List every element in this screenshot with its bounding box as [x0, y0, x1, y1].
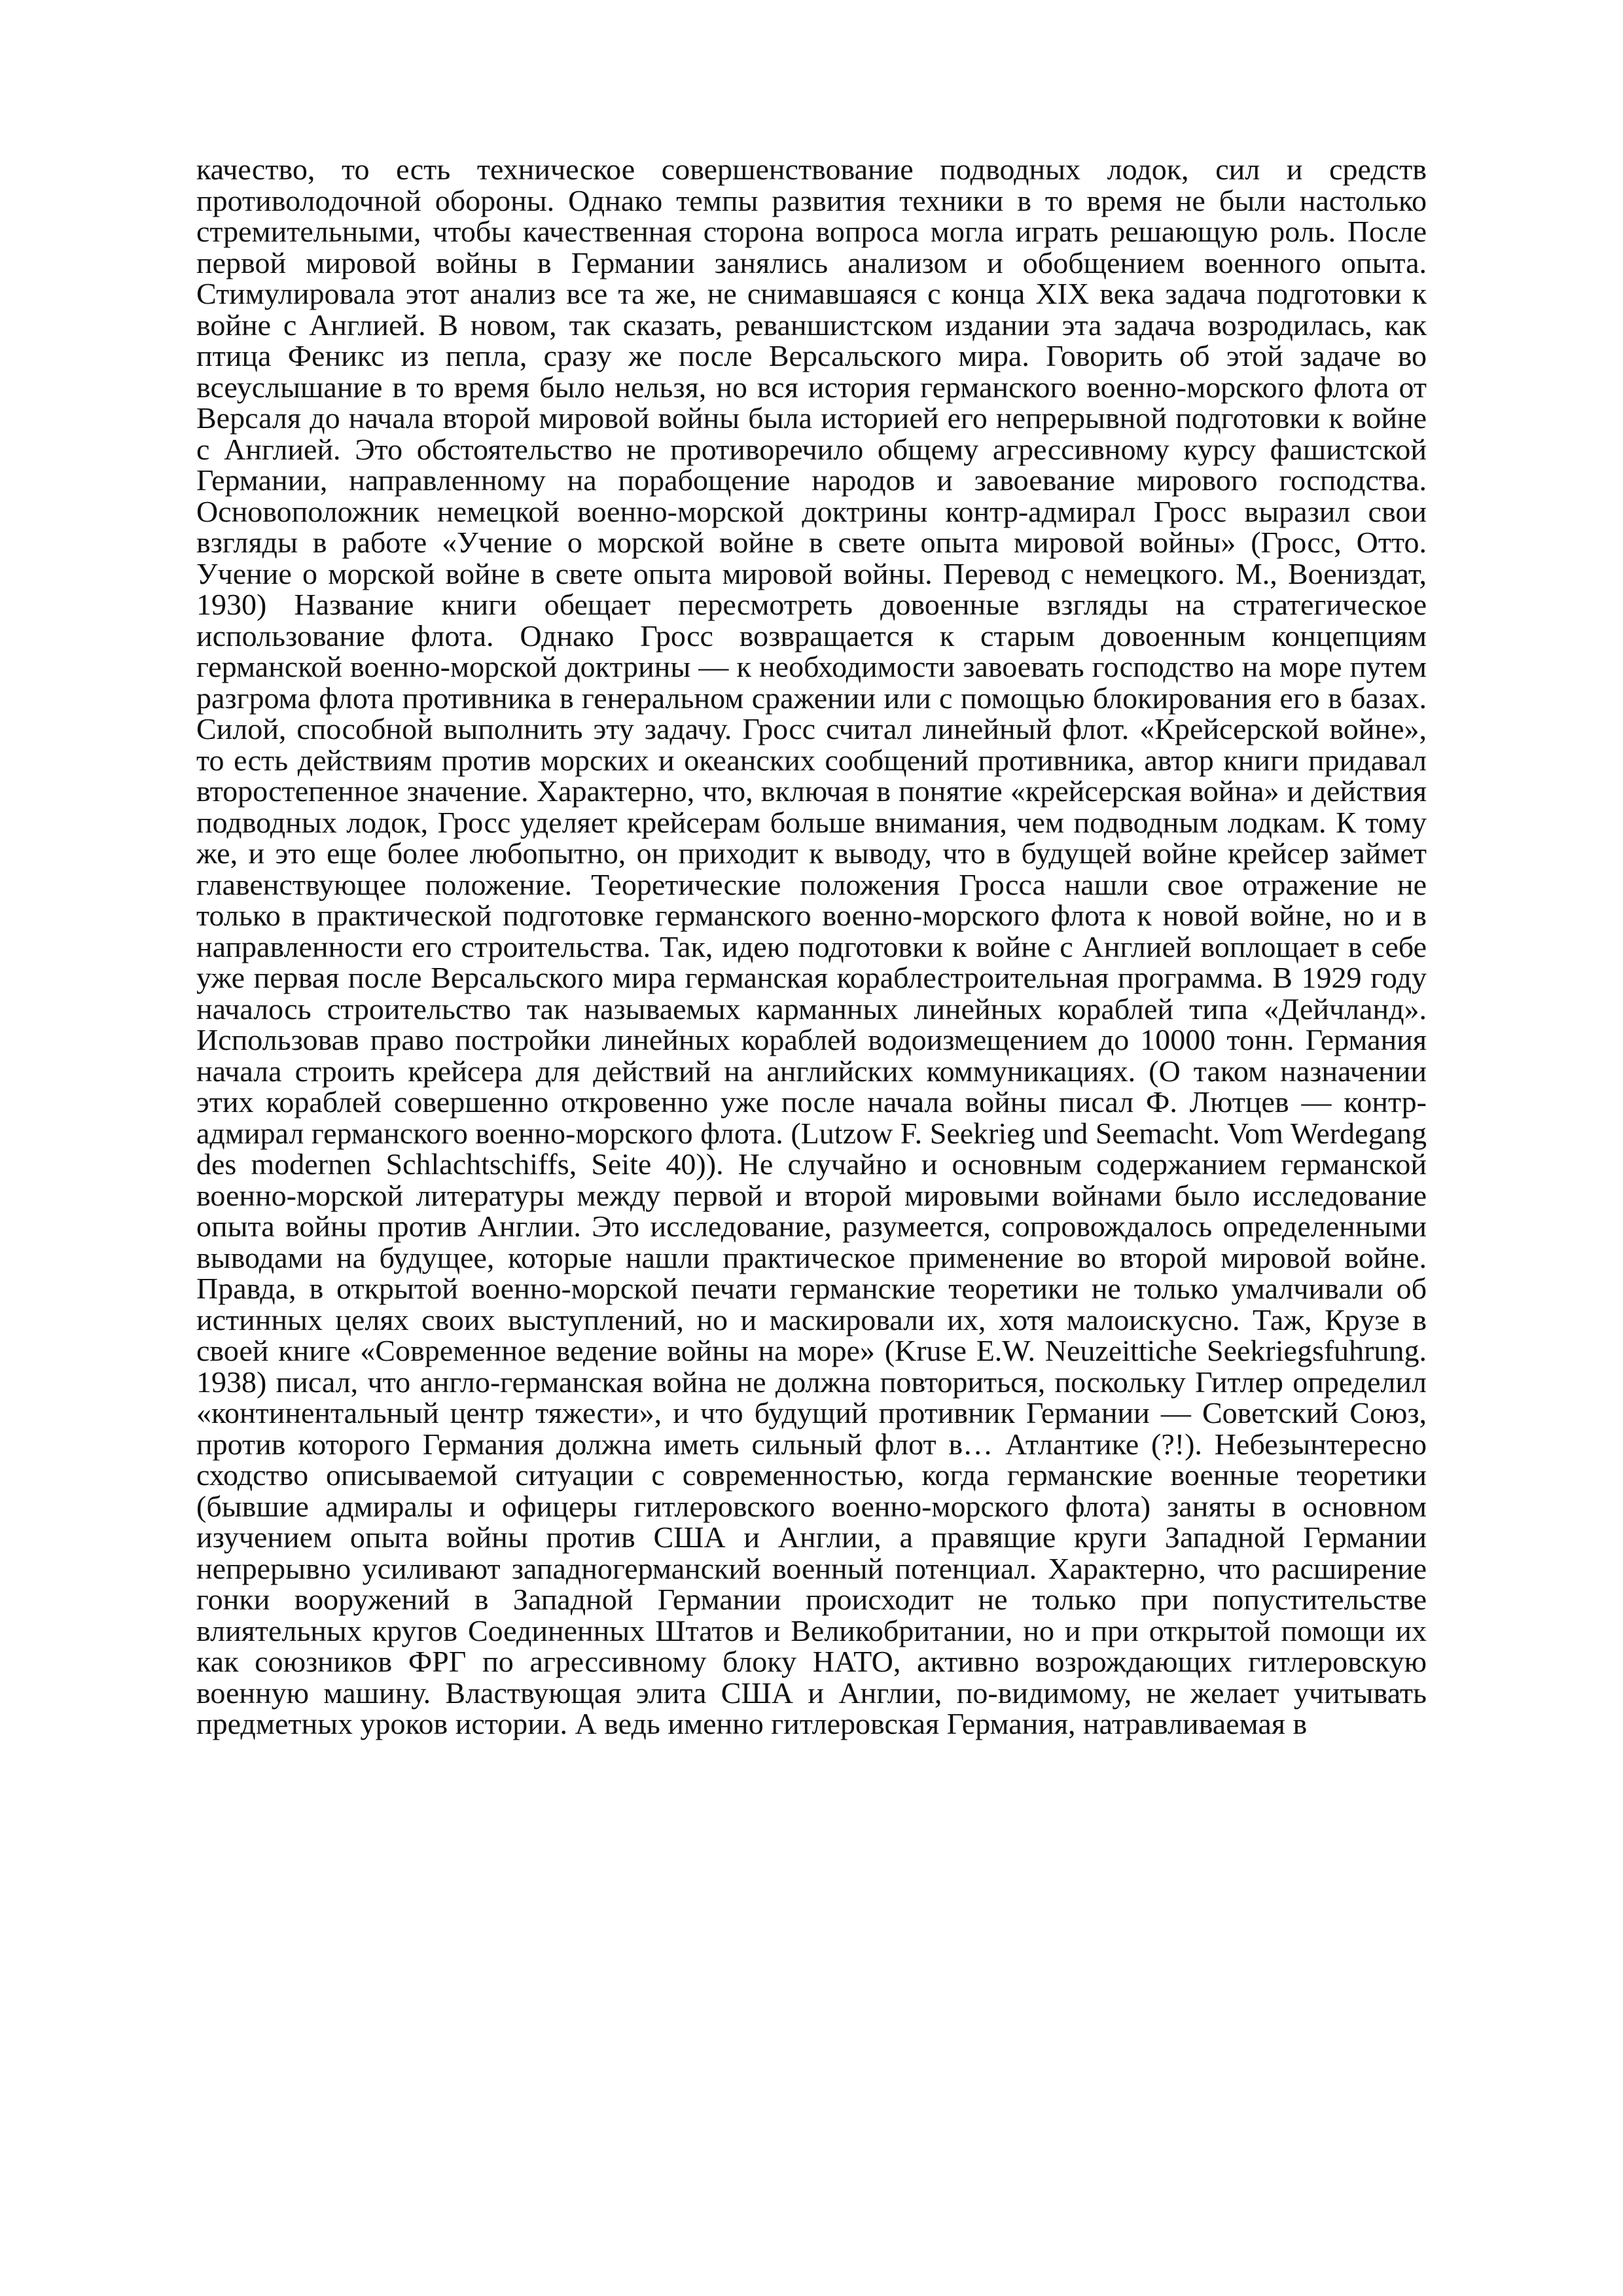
body-text — [196, 154, 1427, 1740]
paragraph: качество, то есть техническое совершенствование подводных лодок, сил и средств противолодочной обороны. Однако темпы развития техники в то время не были настолько стремительными, чтобы качественная сторона вопроса могла играть решающую роль. После первой мировой войны в Германии занялись анализом и обобщением военного опыта. Стимулировала этот анализ все та же, не снимавшаяся с конца XIX века задача подготовки к войне с Англией. В новом, так сказать, реваншистском издании эта задача возродилась, как птица Феникс из пепла, сразу же после Версальского мира. Говорить об этой задаче во всеуслышание в то время было нельзя, но вся история германского военно-морского флота от Версаля до начала второй мировой войны была историей его непрерывной подготовки к войне с Англией. Это обстоятельство не противоречило общему агрессивному курсу фашистской Германии, направленному на порабощение народов и завоевание мирового господства. Основоположник немецкой военно-морской доктрины контр-адмирал Гросс выразил свои взгляды в работе «Учение о морской войне в свете опыта мировой войны» (Гросс, Отто. Учение о морской войне в свете опыта мировой войны. Перевод с немецкого. М., Воениздат, 1930) Название книги обещает пересмотреть довоенные взгляды на стратегическое использование флота. Однако Гросс возвращается к старым довоенным концепциям германской военно-морской доктрины — к необходимости завоевать господство на море путем разгрома флота противника в генеральном сражении или с помощью блокирования его в базах. Силой, способной выполнить эту задачу. Гросс считал линейный флот. «Крейсерской войне», то есть действиям против морских и океанских сообщений противника, автор книги придавал второстепенное значение. Характерно, что, включая в понятие «крейсерская война» и действия подводных лодок, Гросс уделяет крейсерам больше внимания, чем подводным лодкам. К тому же, и это еще более любопытно, он приходит к выводу, что в будущей войне крейсер займет главенствующее положение. Теоретические положения Гросса нашли свое отражение не только в практической подготовке германского военно-морского флота к новой войне, но и в направленности его строительства. Так, идею подготовки к войне с Англией воплощает в себе уже первая после Версальского мира германская кораблестроительная программа. В 1929 году началось строительство так называемых карманных линейных кораблей типа «Дейчланд». Использовав право постройки линейных кораблей водоизмещением до 10000 тонн. Германия начала строить крейсера для действий на английских коммуникациях. (О таком назначении этих кораблей совершенно откровенно уже после начала войны писал Ф. Лютцев — контр-адмирал германского военно-морского флота. (Lutzow F. Seekrieg und Seemacht. Vom Werdegang des modernen Schlachtschiffs, Seite 40)). Не случайно и основным содержанием германской военно-морской литературы между первой и второй мировыми войнами было исследование опыта войны против Англии. Это исследование, разумеется, сопровождалось определенными выводами на будущее, которые нашли практическое применение во второй мировой войне. Правда, в открытой военно-морской печати германские теоретики не только умалчивали об истинных целях своих выступлений, но и маскировали их, хотя малоискусно. Таж, Крузе в своей книге «Современное ведение войны на море» (Kruse E.W. Neuzeittiche Seekriegsfuhrung. 1938) писал, что англо-германская война не должна повториться, поскольку Гитлер определил «континентальный центр тяжести», и что будущий противник Германии — Советский Союз, против которого Германия должна иметь сильный флот в… Атлантике (?!). Небезынтересно сходство описываемой ситуации с современностью, когда германские военные теоретики (бывшие адмиралы и офицеры гитлеровского военно-морского флота) заняты в основном изучением опыта войны против США и Англии, а правящие круги Западной Германии непрерывно усиливают западногерманский военный потенциал. Характерно, что расширение гонки вооружений в Западной Германии происходит не только при попустительстве влиятельных кругов Соединенных Штатов и Великобритании, но и при открытой помощи их как союзников ФРГ по агрессивному блоку НАТО, активно возрождающих гитлеровскую военную машину. Властвующая элита США и Англии, по-видимому, не желает учитывать предметных уроков истории. А ведь именно гитлеровская Германия, натравливаемая в — [196, 152, 1427, 1740]
